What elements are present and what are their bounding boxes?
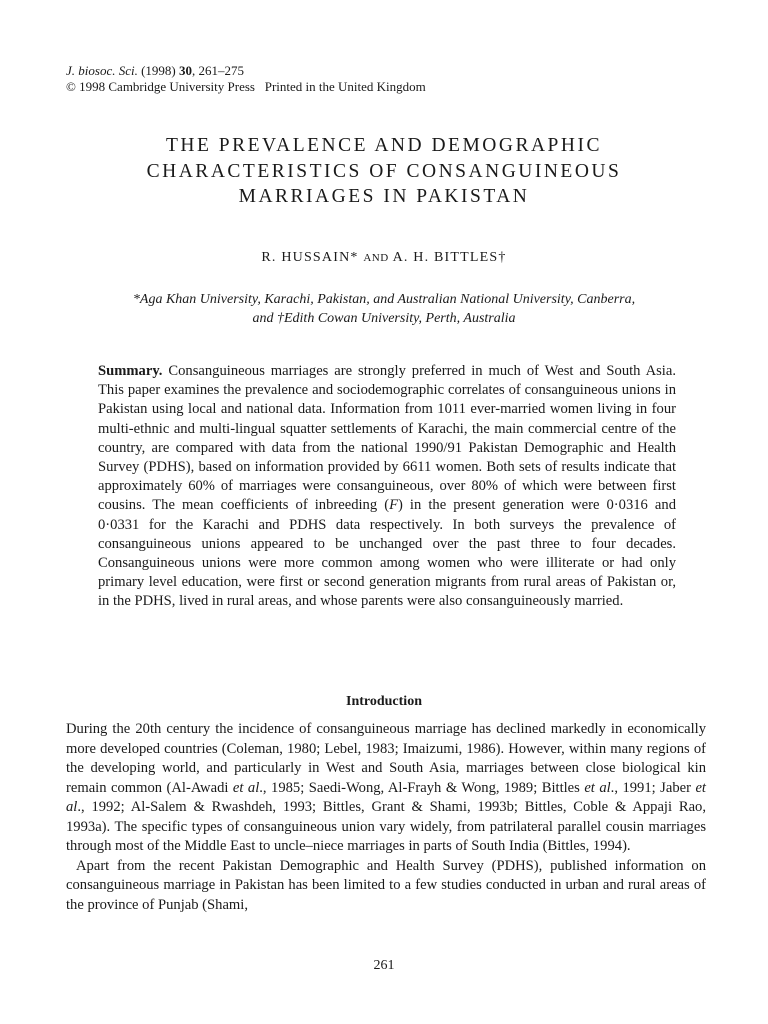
author-line bbox=[0, 250, 768, 266]
summary-text-b: ) in the present generation were 0·0316 and 0·0331 for the Karachi and PDHS data respectively. In both surveys the prevalence of consanguineous unions appeared to be unchanged over the past three to four decades. Consanguineous unions were more common among women who were illiterate or had only primary level education, were first or second generation migrants from rural areas of Pakistan or, in the PDHS, lived in rural areas, and whose parents were also consanguineously married. bbox=[98, 497, 676, 610]
abstract-summary bbox=[98, 362, 676, 612]
intro-paragraph-2: Apart from the recent Pakistan Demographic and Health Survey (PDHS), published information on consanguineous marriage in Pakistan has been limited to a few studies conducted in urban and rural areas of the province of Punjab (Shami, bbox=[66, 857, 706, 913]
intro-p1-part-d: ., 1992; Al-Salem & Rwashdeh, 1993; Bittles, Grant & Shami, 1993b; Bittles, Coble & Appaji Rao, 1993a). The specific types of consanguineous union vary widely, from patrilateral parallel cousin marriages through most of the Middle East to uncle–niece marriages in parts of South India (Bittles, 1994). bbox=[66, 799, 706, 854]
title-line-3: MARRIAGES IN PAKISTAN bbox=[238, 186, 530, 207]
introduction-body bbox=[66, 720, 706, 915]
author-first: R. HUSSAIN* bbox=[261, 250, 359, 265]
affiliations bbox=[60, 290, 708, 328]
intro-p1-part-a: During the 20th century the incidence of consanguineous marriage has declined markedly in economically more developed countries (Coleman, 1980; Lebel, 1983; Imaizumi, 1986). However, within many regions of the developing world, and particularly in West and South Asia, marriages between close biological kin remain common (Al-Awadi bbox=[66, 721, 706, 796]
summary-label: Summary. bbox=[98, 363, 163, 379]
affiliation-line-2: and †Edith Cowan University, Perth, Australia bbox=[252, 311, 516, 326]
journal-citation bbox=[66, 63, 426, 95]
page-number: 261 bbox=[373, 958, 395, 973]
citation-line bbox=[66, 63, 426, 79]
etal-2: et al bbox=[584, 779, 611, 796]
intro-p1-part-b: ., 1985; Saedi-Wong, Al-Frayh & Wong, 1989; Bittles bbox=[259, 779, 585, 796]
journal-volume: 30 bbox=[179, 63, 193, 78]
journal-pages: , 261–275 bbox=[192, 63, 245, 78]
etal-1: et al bbox=[232, 779, 260, 796]
author-second: A. H. BITTLES† bbox=[392, 250, 507, 265]
article-title bbox=[40, 133, 728, 210]
section-heading-introduction: Introduction bbox=[346, 694, 422, 709]
journal-year: (1998) bbox=[141, 63, 176, 78]
journal-name: J. biosoc. Sci. bbox=[66, 63, 138, 78]
title-line-2: CHARACTERISTICS OF CONSANGUINEOUS bbox=[146, 160, 622, 182]
title-line-1: THE PREVALENCE AND DEMOGRAPHIC bbox=[166, 135, 602, 156]
author-conjunction: AND bbox=[363, 252, 389, 264]
etal-3: et al bbox=[66, 779, 706, 815]
intro-paragraph-1 bbox=[66, 720, 706, 857]
intro-p1-part-c: ., 1991; Jaber bbox=[610, 779, 696, 796]
affiliation-line-1: *Aga Khan University, Karachi, Pakistan, and Australian National University, Canberra, bbox=[132, 292, 636, 307]
summary-text-a: Consanguineous marriages are strongly preferred in much of West and South Asia. This paper examines the prevalence and sociodemographic correlates of consanguineous unions in Pakistan using local and national data. Information from 1011 ever-married women living in four multi-ethnic and multi-lingual squatter settlements of Karachi, the main commercial centre of the country, are compared with data from the national 1990/91 Pakistan Demographic and Health Survey (PDHS), based on information provided by 6611 women. Both sets of results indicate that approximately 60% of marriages were consanguineous, over 80% of which were between first cousins. The mean coefficients of inbreeding ( bbox=[98, 363, 676, 514]
copyright-line: © 1998 Cambridge University Press Printed in the United Kingdom bbox=[66, 79, 426, 94]
inbreeding-symbol: F bbox=[389, 497, 398, 514]
